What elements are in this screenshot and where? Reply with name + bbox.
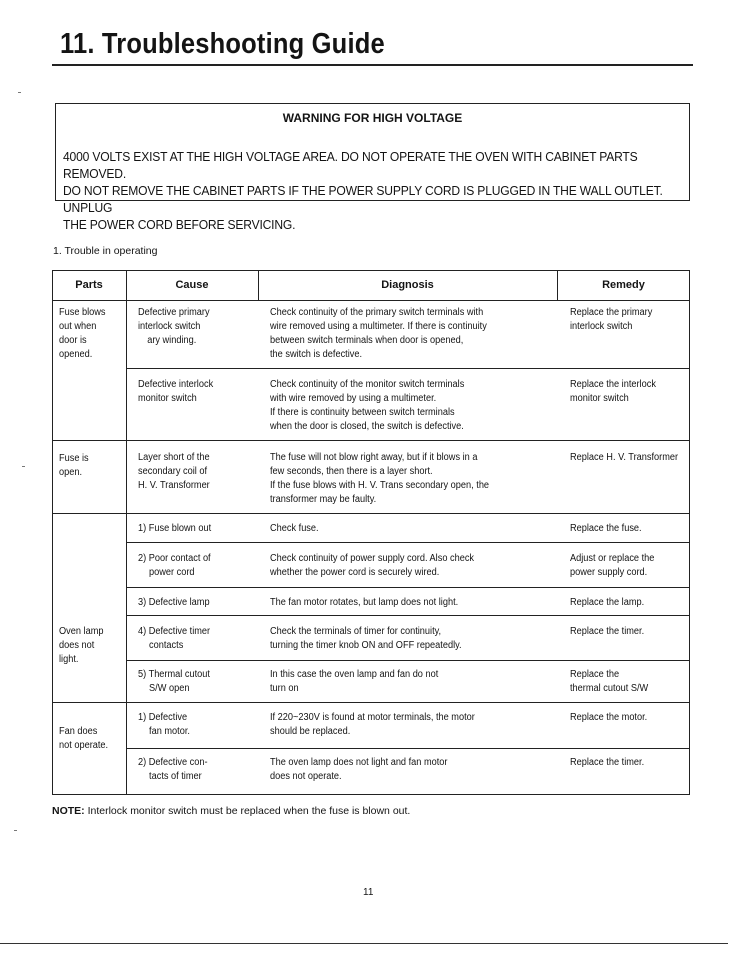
parts-cell: Fan does not operate. xyxy=(59,726,109,751)
row-divider xyxy=(52,513,690,514)
warning-line: THE POWER CORD BEFORE SERVICING. xyxy=(63,217,296,232)
row-divider xyxy=(126,587,690,588)
remedy-cell: Replace the timer. xyxy=(570,757,645,768)
diagnosis-cell: The fuse will not blow right away, but if it blows in a few seconds, then there is a layer short. If the fuse blows with H. V. Trans secondary open, the transformer may be faulty. xyxy=(270,452,490,505)
scan-speck xyxy=(18,92,21,93)
cause-cell: 1) Defective fan motor. xyxy=(138,712,190,737)
cause-cell: 5) Thermal cutout S/W open xyxy=(138,669,210,694)
cause-cell: 3) Defective lamp xyxy=(138,597,210,608)
page-number: 11 xyxy=(363,887,374,898)
diagnosis-cell: In this case the oven lamp and fan do not turn on xyxy=(270,669,439,694)
warning-line: 4000 VOLTS EXIST AT THE HIGH VOLTAGE AREA. DO NOT OPERATE THE OVEN WITH CABINET PARTS REMOVED. xyxy=(63,149,638,181)
remedy-cell: Replace the interlock monitor switch xyxy=(570,379,656,404)
cause-cell: Defective primary interlock switch ary winding. xyxy=(138,307,210,346)
scan-speck xyxy=(22,466,25,467)
warning-line: DO NOT REMOVE THE CABINET PARTS IF THE POWER SUPPLY CORD IS PLUGGED IN THE WALL OUTLET. UNPLUG xyxy=(63,183,663,215)
remedy-cell: Replace H. V. Transformer xyxy=(570,452,679,463)
cause-cell: Defective interlock monitor switch xyxy=(138,379,214,404)
row-divider xyxy=(126,368,690,369)
header-cause: Cause xyxy=(175,279,209,291)
warning-box xyxy=(55,103,690,232)
warning-title: WARNING FOR HIGH VOLTAGE xyxy=(282,111,463,125)
row-divider xyxy=(126,748,690,749)
row-divider xyxy=(126,660,690,661)
note-label: NOTE: xyxy=(52,805,85,817)
row-divider xyxy=(126,615,690,616)
remedy-cell: Adjust or replace the power supply cord. xyxy=(570,553,655,578)
remedy-cell: Replace the thermal cutout S/W xyxy=(570,669,649,694)
row-divider xyxy=(52,300,690,301)
diagnosis-cell: Check fuse. xyxy=(270,523,319,534)
header-remedy: Remedy xyxy=(602,279,645,291)
diagnosis-cell: The oven lamp does not light and fan motor does not operate. xyxy=(270,757,448,782)
section-subtitle: 1. Trouble in operating xyxy=(53,245,158,257)
row-divider xyxy=(52,702,690,703)
cause-cell: Layer short of the secondary coil of H. V. Transformer xyxy=(138,452,210,491)
diagnosis-cell: Check continuity of power supply cord. Also check whether the power cord is securely wired. xyxy=(270,553,475,578)
header-parts: Parts xyxy=(75,279,103,291)
diagnosis-cell: Check the terminals of timer for continuity, turning the timer knob ON and OFF repeatedly. xyxy=(270,626,462,651)
scan-speck xyxy=(14,830,17,831)
cause-cell: 2) Defective con- tacts of timer xyxy=(138,757,208,782)
header-diagnosis: Diagnosis xyxy=(381,279,434,291)
note-text: Interlock monitor switch must be replaced when the fuse is blown out. xyxy=(84,805,411,817)
remedy-cell: Replace the fuse. xyxy=(570,523,642,534)
footer-rule xyxy=(0,943,728,944)
parts-cell: Fuse blows out when door is opened. xyxy=(59,307,106,360)
title-underline xyxy=(52,64,693,66)
cause-cell: 2) Poor contact of power cord xyxy=(138,553,211,578)
diagnosis-cell: Check continuity of the primary switch terminals with wire removed using a multimeter. If there is continuity between switch terminals when door is opened, the switch is defective. xyxy=(270,307,487,360)
diagnosis-cell: The fan motor rotates, but lamp does not light. xyxy=(270,597,459,608)
column-divider xyxy=(126,270,127,795)
row-divider xyxy=(126,542,690,543)
page-title: 11. Troubleshooting Guide xyxy=(60,28,385,60)
diagnosis-cell: Check continuity of the monitor switch terminals with wire removed by using a multimeter. If there is continuity between switch terminals when the door is closed, the switch is defective. xyxy=(270,379,465,432)
remedy-cell: Replace the lamp. xyxy=(570,597,645,608)
note xyxy=(52,805,410,817)
remedy-cell: Replace the motor. xyxy=(570,712,648,723)
cause-cell: 1) Fuse blown out xyxy=(138,523,212,534)
parts-cell: Oven lamp does not light. xyxy=(59,626,104,665)
row-divider xyxy=(52,440,690,441)
remedy-cell: Replace the primary interlock switch xyxy=(570,307,653,332)
cause-cell: 4) Defective timer contacts xyxy=(138,626,211,651)
warning-body xyxy=(63,148,677,233)
troubleshooting-table xyxy=(52,270,690,795)
diagnosis-cell: If 220~230V is found at motor terminals, the motor should be replaced. xyxy=(270,712,475,737)
remedy-cell: Replace the timer. xyxy=(570,626,645,637)
parts-cell: Fuse is open. xyxy=(59,453,89,478)
